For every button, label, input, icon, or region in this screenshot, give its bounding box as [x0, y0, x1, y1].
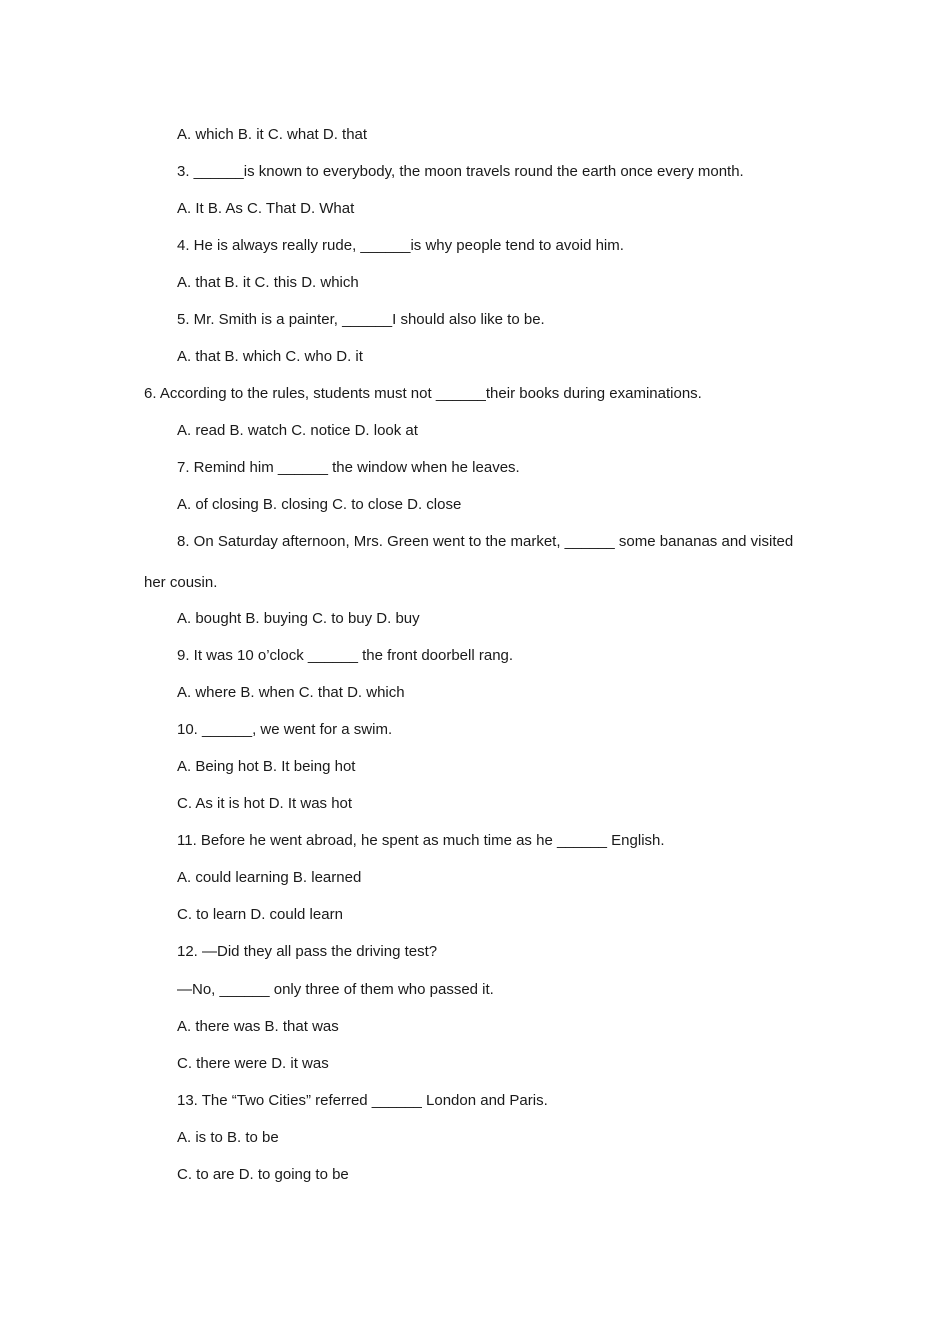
q10-options-ab: A. Being hot B. It being hot: [177, 758, 356, 775]
q9-stem: 9. It was 10 o’clock ______ the front doorbell rang.: [177, 647, 514, 664]
q4-options: A. that B. it C. this D. which: [177, 274, 359, 291]
q10-stem: 10. ______, we went for a swim.: [177, 721, 393, 738]
q5-options: A. that B. which C. who D. it: [177, 348, 363, 365]
q6-stem: 6. According to the rules, students must not ______their books during examinations.: [144, 385, 702, 402]
q9-options: A. where B. when C. that D. which: [177, 684, 405, 701]
q12-stem: 12. —Did they all pass the driving test?: [177, 943, 438, 960]
q11-options-ab: A. could learning B. learned: [177, 869, 362, 886]
q8-stem: 8. On Saturday afternoon, Mrs. Green went to the market, ______ some bananas and visited: [177, 533, 794, 550]
q2-options: A. which B. it C. what D. that: [177, 126, 368, 143]
q11-stem: 11. Before he went abroad, he spent as much time as he ______ English.: [177, 832, 665, 849]
q6-options: A. read B. watch C. notice D. look at: [177, 422, 418, 439]
q7-options: A. of closing B. closing C. to close D. close: [177, 496, 462, 513]
q12-options-cd: C. there were D. it was: [177, 1055, 329, 1072]
q3-options: A. It B. As C. That D. What: [177, 200, 355, 217]
q12-options-ab: A. there was B. that was: [177, 1018, 339, 1035]
q12-reply: —No, ______ only three of them who passed it.: [177, 981, 494, 998]
q3-stem: 3. ______is known to everybody, the moon travels round the earth once every month.: [177, 163, 744, 180]
q4-stem: 4. He is always really rude, ______is why people tend to avoid him.: [177, 237, 624, 254]
q8-options: A. bought B. buying C. to buy D. buy: [177, 610, 420, 627]
q13-stem: 13. The “Two Cities” referred ______ London and Paris.: [177, 1092, 548, 1109]
q5-stem: 5. Mr. Smith is a painter, ______I should also like to be.: [177, 311, 545, 328]
q13-options-ab: A. is to B. to be: [177, 1129, 279, 1146]
q7-stem: 7. Remind him ______ the window when he leaves.: [177, 459, 520, 476]
q8-stem-continued: her cousin.: [144, 574, 218, 591]
q13-options-cd: C. to are D. to going to be: [177, 1166, 349, 1183]
q11-options-cd: C. to learn D. could learn: [177, 906, 343, 923]
q10-options-cd: C. As it is hot D. It was hot: [177, 795, 353, 812]
